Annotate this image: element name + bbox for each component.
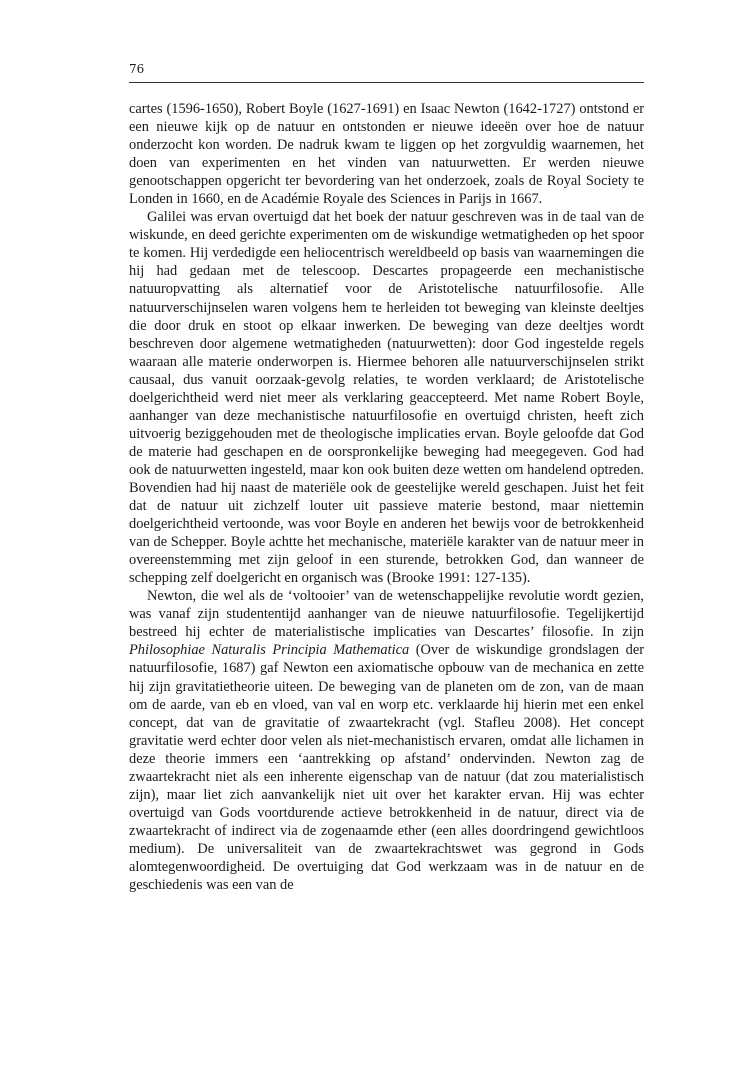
book-title-italic: Philosophiae Naturalis Principia Mathematica bbox=[129, 642, 410, 659]
paragraph-3-part-2: (Over de wiskundige grondslagen der natuurfilosofie, 1687) gaf Newton een axiomatische opbouw van de mechanica en zette hij zijn gravitatietheorie uiteen. De beweging van de planeten om de zon, van de maan om de aarde, van eb en vloed, van val en worp etc. verklaarde hij hierin met een enkel concept, dat van de gravitatie of zwaartekracht (vgl. Stafleu 2008). Het concept gravitatie werd echter door velen als niet-mechanistisch ervaren, omdat alle lichamen in deze theorie immers een ‘aantrekking op afstand’ ondervinden. Newton zag de zwaartekracht niet als een inherente eigenschap van de natuur (dat zou materialistisch zijn), maar liet zich aanvankelijk niet uit over het karakter ervan. Hij was echter overtuigd van Gods voortdurende actieve betrokkenheid in de natuur, direct via de zwaartekracht of indirect via de zogenaamde ether (een alles doordringend gewichtloos medium). De universaliteit van de zwaartekrachtswet was gegrond in Gods alomtegenwoordigheid. De overtuiging dat God werkzaam was in de natuur en de geschiedenis was een van de bbox=[129, 642, 645, 894]
paragraph-2: Galilei was ervan overtuigd dat het boek der natuur geschreven was in de taal van de wiskunde, en deed gerichte experimenten om de wiskundige wetmatigheden op het spoor te komen. Hij verdedigde een heliocentrisch wereldbeeld op basis van waarnemingen die hij had gedaan met de telescoop. Descartes propageerde een mechanistische natuuropvatting als alternatief voor de Aristotelische natuurfilosofie. Alle natuurverschijnselen waren volgens hem te herleiden tot beweging van kleinste deeltjes die door druk en stoot op elkaar inwerken. De beweging van deze deeltjes wordt beschreven door algemene wetmatigheden (natuurwetten): door God ingestelde regels waaraan alle materie onderworpen is. Hiermee behoren alle natuurverschijnselen strikt causaal, dus vanuit oorzaak-gevolg relaties, te worden verklaard; de Aristotelische doelgerichtheid werd niet meer als verklaring geaccepteerd. Met name Robert Boyle, aanhanger van deze mechanistische natuurfilosofie en overtuigd christen, heeft zich uitvoerig beziggehouden met de theologische implicaties ervan. Boyle geloofde dat God de materie had geschapen en de oorspronkelijke beweging had meegegeven. God had ook de natuurwetten ingesteld, maar kon ook buiten deze wetten om handelend optreden. Bovendien had hij naast de materiële ook de geestelijke wereld geschapen. Juist het feit dat de natuur uit zichzelf louter uit passieve materie bestond, maar niettemin doelgerichtheid vertoonde, was voor Boyle en anderen het bewijs voor de betrokkenheid van de Schepper. Boyle achtte het mechanische, materiële karakter van de natuur meer in overeenstemming met zijn geloof in een sturende, betrokken God, dan wanneer de schepping zelf doelgericht en organisch was (Brooke 1991: 127-135). bbox=[129, 209, 644, 587]
paragraph-3-part-1: Newton, die wel als de ‘voltooier’ van de wetenschappelijke revolutie wordt gezien, was vanaf zijn studententijd aanhanger van de nieuwe natuurfilosofie. Tegelijkertijd bestreed hij echter de materialistische implicaties van Descartes’ filosofie. In zijn bbox=[129, 588, 644, 641]
page-number: 76 bbox=[129, 62, 145, 76]
paragraph-1: cartes (1596-1650), Robert Boyle (1627-1691) en Isaac Newton (1642-1727) ontstond er een nieuwe kijk op de natuur en ontstonden er nieuwe ideeën over hoe de natuur onderzocht kon worden. De nadruk kwam te liggen op het zorgvuldig waarnemen, het doen van experimenten en het vinden van natuurwetten. Er werden nieuwe genootschappen opgericht ter bevordering van het onderzoek, zoals de Royal Society te Londen in 1660, en de Académie Royale des Sciences in Parijs in 1667. bbox=[129, 101, 644, 208]
running-header bbox=[129, 62, 644, 83]
body-text bbox=[129, 100, 644, 894]
paragraph-3 bbox=[129, 587, 644, 894]
